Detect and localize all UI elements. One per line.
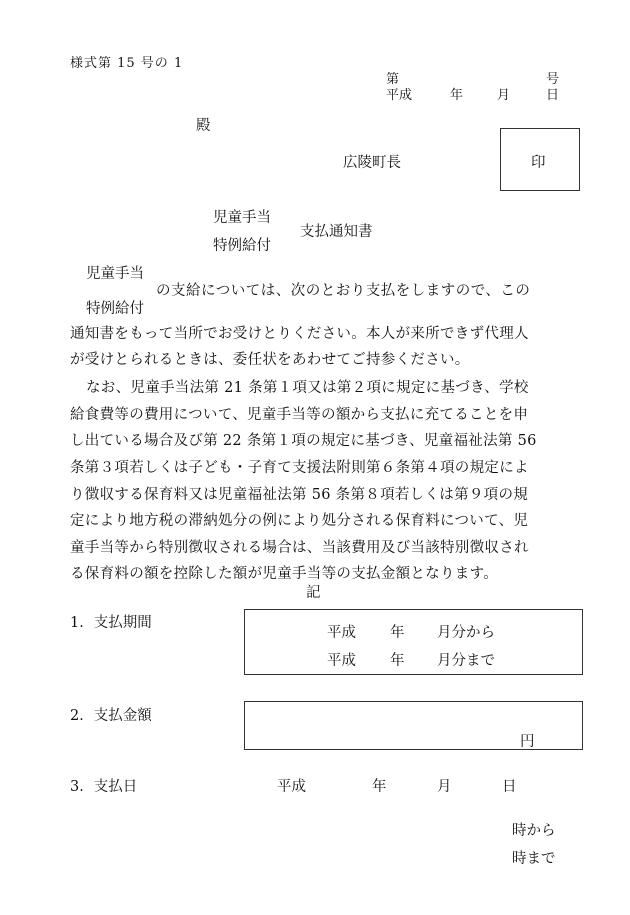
intro-line-3: が受けとられるときは、委任状をあわせてご持参ください。 (70, 352, 470, 368)
issuer-name: 広陵町長 (343, 155, 401, 171)
period-from-era: 平成 (327, 625, 356, 641)
title-option-child-allowance: 児童手当 (213, 210, 271, 226)
intro-line-1: の支給については、次のとおり支払をしますので、この (156, 283, 531, 299)
period-to-year-unit: 年 (390, 653, 405, 669)
payment-amount-box (244, 701, 583, 750)
payment-date-era: 平成 (277, 779, 306, 795)
note-line: し出ている場合及び第 22 条第１項の規定に基づき、児童福祉法第 56 (70, 433, 537, 449)
period-from-label: 月分から (437, 625, 495, 641)
payment-date-label: 3．支払日 (70, 779, 138, 795)
note-line: 条第３項若しくは子ども・子育て支援法附則第６条第４項の規定によ (70, 460, 529, 476)
intro-line-2: 通知書をもって当所でお受けとりください。本人が来所できず代理人 (70, 326, 529, 342)
addressee-honorific: 殿 (196, 118, 211, 134)
note-line: なお、児童手当法第 21 条第１項又は第２項に規定に基づき、学校 (86, 380, 529, 396)
payment-time-to: 時まで (512, 851, 556, 867)
period-from-year-unit: 年 (390, 625, 405, 641)
intro-option-child-allowance: 児童手当 (86, 266, 144, 282)
title-option-special-benefit: 特例給付 (213, 238, 271, 254)
note-line: 定により地方税の滞納処分の例により処分される保育料について、児 (70, 513, 529, 529)
payment-date-year-unit: 年 (372, 779, 387, 795)
date-month-unit: 月 (497, 88, 511, 103)
doc-number-suffix: 号 (546, 72, 560, 87)
payment-period-label: 1．支払期間 (70, 615, 152, 631)
date-era: 平成 (386, 88, 413, 103)
note-line: り徴収する保育料又は児童福祉法第 56 条第８項若しくは第９項の規 (70, 487, 529, 503)
document-title: 支払通知書 (300, 224, 373, 240)
ki-marker: 記 (306, 585, 321, 601)
note-line: る保育料の額を控除した額が児童手当等の支払金額となります。 (70, 566, 499, 582)
seal-label: 印 (531, 155, 546, 171)
doc-number-prefix: 第 (386, 72, 400, 87)
period-to-era: 平成 (327, 653, 356, 669)
date-year-unit: 年 (450, 88, 464, 103)
note-line: 給食費等の費用について、児童手当等の額から支払に充てることを申 (70, 407, 529, 423)
amount-unit: 円 (520, 734, 535, 750)
date-day-unit: 日 (546, 88, 560, 103)
payment-period-box (244, 609, 583, 675)
payment-time-from: 時から (512, 823, 556, 839)
form-number: 様式第 15 号の 1 (70, 56, 184, 71)
period-to-label: 月分まで (437, 653, 495, 669)
payment-date-day-unit: 日 (502, 779, 517, 795)
payment-amount-label: 2．支払金額 (70, 708, 152, 724)
note-line: 童手当等から特別徴収される場合は、当該費用及び当該特別徴収され (70, 540, 529, 556)
intro-option-special-benefit: 特例給付 (86, 301, 144, 317)
seal-box (500, 128, 580, 191)
payment-date-month-unit: 月 (437, 779, 452, 795)
